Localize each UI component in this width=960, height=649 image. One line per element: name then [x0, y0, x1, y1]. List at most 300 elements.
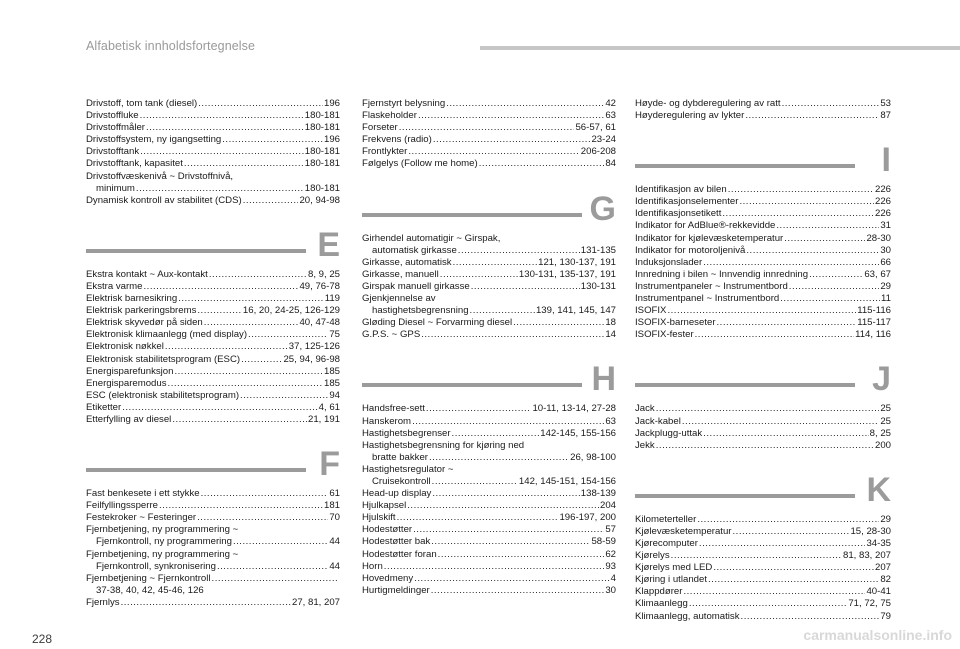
dot-leader	[789, 281, 880, 293]
index-entry-label: G.P.S. ~ GPS	[362, 329, 421, 341]
index-entry-line	[362, 269, 616, 281]
index-entry-line	[86, 561, 340, 573]
index-entry-label: Høyderegulering av lykter	[635, 110, 745, 122]
index-entry-pages: 71, 72, 75	[848, 598, 891, 610]
dot-leader	[440, 269, 518, 281]
index-entry-line	[86, 597, 340, 609]
dot-leader	[733, 526, 850, 538]
index-entry-line	[635, 526, 891, 538]
index-entry	[362, 561, 616, 573]
index-entry	[86, 305, 340, 317]
dot-leader	[174, 366, 323, 378]
index-entry-label: Kjørelys	[635, 550, 670, 562]
index-entry-line	[362, 428, 616, 440]
index-entry-label: Elektrisk skyvedør på siden	[86, 317, 203, 329]
index-entry-pages: 94	[329, 389, 340, 401]
index-entry	[362, 329, 616, 341]
index-entry-pages: 25	[880, 403, 891, 415]
index-entry-line	[86, 341, 340, 353]
dot-leader	[222, 134, 323, 146]
index-entry-pages: 56-57, 61	[575, 122, 616, 134]
index-entry-pages: 139, 141, 145, 147	[535, 305, 616, 317]
dot-leader	[233, 536, 328, 548]
index-entry-label: Kjølevæsketemperatur	[635, 525, 732, 537]
index-entry	[635, 611, 891, 623]
index-entry-pages: 138-139	[580, 488, 616, 500]
index-entry-pages: 28-30	[866, 232, 891, 244]
index-entry-pages: 61	[329, 488, 340, 500]
index-entry	[86, 597, 340, 609]
index-entry-label: Ekstra kontakt ~ Aux-kontakt	[86, 268, 208, 280]
dot-leader	[782, 98, 880, 110]
index-entry-label: Hodestøtter foran	[362, 548, 437, 560]
index-entry-label: Energisparefunksjon	[86, 365, 174, 377]
index-entry-line	[86, 195, 340, 207]
index-entry-label: Gjenkjennelse av	[362, 293, 436, 305]
index-entry-pages: 131-135	[580, 244, 616, 256]
index-entry-label: Kjørecomputer	[635, 537, 698, 549]
index-entry-pages: 196	[323, 98, 340, 109]
dot-leader	[697, 514, 879, 526]
index-entry	[86, 146, 340, 158]
index-entry-pages: 40-41	[866, 586, 891, 598]
dot-leader	[722, 208, 874, 220]
index-entry-pages: 18	[605, 317, 616, 329]
dot-leader	[703, 428, 868, 440]
index-entry	[362, 269, 616, 281]
dot-leader	[178, 293, 324, 305]
index-entry-line	[86, 183, 340, 195]
index-entry-pages: 44	[329, 536, 340, 548]
dot-leader	[140, 110, 304, 122]
index-entry-line	[86, 98, 340, 110]
dot-leader	[197, 512, 328, 524]
index-entry-label: Girkasse, automatisk	[362, 256, 452, 268]
index-entry-line	[635, 574, 891, 586]
dot-leader	[204, 317, 299, 329]
index-entry-pages: 23-24	[591, 134, 616, 146]
index-entry-label: Dynamisk kontroll av stabilitet (CDS)	[86, 194, 242, 206]
index-entry-label: Identifikasjonselementer	[635, 196, 739, 208]
index-entry	[635, 269, 891, 281]
index-entry-pages: 16, 20, 24-25, 126-129	[242, 305, 340, 317]
index-entry-pages: 180-181	[304, 146, 340, 158]
index-entry	[635, 233, 891, 245]
index-entry-line	[362, 329, 616, 341]
dot-leader	[728, 184, 874, 196]
index-entry-line	[635, 329, 891, 341]
index-entry-label: Hodestøtter	[362, 524, 413, 536]
index-entry-pages: 42	[605, 98, 616, 109]
dot-leader	[429, 452, 569, 464]
index-entry-pages: 63, 67	[864, 268, 891, 280]
index-entry-label: Fjernbetjening ~ Fjernkontroll	[86, 572, 211, 584]
dot-leader	[458, 245, 580, 257]
dot-leader	[146, 122, 304, 134]
index-entry	[86, 329, 340, 341]
dot-leader	[140, 146, 304, 158]
index-entry-pages: 26, 98-100	[570, 451, 616, 463]
index-entry-pages: 185	[323, 365, 340, 377]
index-entry-line	[86, 281, 340, 293]
index-entry-line	[362, 416, 616, 428]
index-entry-pages: 200	[874, 439, 891, 451]
index-entry-label: Frekvens (radio)	[362, 134, 432, 146]
index-entry-label: Drivstoffvæskenivå ~ Drivstoffnivå,	[86, 170, 234, 182]
section-letter: H	[591, 360, 616, 399]
index-entry	[635, 281, 891, 293]
index-entry-line	[362, 440, 616, 452]
index-entry-pages: 27, 81, 207	[291, 596, 340, 608]
index-entry-line	[635, 281, 891, 293]
index-entry	[635, 110, 891, 122]
index-entry	[635, 317, 891, 329]
index-entry	[635, 526, 891, 538]
dot-leader	[217, 561, 328, 573]
index-entry	[86, 134, 340, 146]
index-entry-line	[86, 536, 340, 548]
dot-leader	[421, 329, 604, 341]
index-entry-line	[362, 561, 616, 573]
index-entry-pages: 84	[605, 158, 616, 170]
page-header-title: Alfabetisk innholdsfortegnelse	[86, 39, 256, 53]
index-entry	[362, 416, 616, 428]
header-bar	[480, 46, 960, 50]
index-entry-line	[635, 245, 891, 257]
index-entry-label: Kjørelys med LED	[635, 562, 713, 574]
index-entry-pages: 185	[323, 377, 340, 389]
index-entry-line	[86, 171, 340, 183]
dot-leader	[746, 245, 879, 257]
index-entry-pages: 180-181	[304, 158, 340, 170]
index-entry-label: Indikator for motoroljenivå	[635, 244, 746, 256]
index-entry-label: minimum	[96, 182, 135, 194]
index-entry-pages: 20, 94-98	[299, 194, 340, 206]
index-entry-line	[86, 122, 340, 134]
index-entry-pages: 207	[874, 562, 891, 574]
index-entry-pages: 4, 61	[318, 401, 340, 413]
index-entry-pages: 10-11, 13-14, 27-28	[532, 403, 616, 415]
index-entry	[635, 574, 891, 586]
index-entry-label: automatisk girkasse	[372, 244, 457, 256]
dot-leader	[121, 597, 291, 609]
index-entry-pages: 226	[874, 184, 891, 196]
dot-leader	[452, 428, 540, 440]
index-entry	[362, 440, 616, 464]
index-entry-label: Kilometerteller	[635, 513, 697, 525]
index-entry-line	[635, 257, 891, 269]
index-entry-line	[362, 573, 616, 585]
index-entry	[362, 293, 616, 317]
dot-leader	[708, 574, 879, 586]
index-entry-line	[635, 208, 891, 220]
index-entry	[86, 573, 340, 597]
index-entry-label: Fjernlys	[86, 596, 120, 608]
index-entry-line	[362, 146, 616, 158]
index-entry-pages: 142-145, 155-156	[540, 427, 616, 439]
index-entry-label: Elektrisk parkeringsbrems	[86, 305, 197, 317]
dot-leader	[172, 414, 307, 426]
index-entry-label: Indikator for kjølevæsketemperatur	[635, 232, 784, 244]
index-entry	[86, 195, 340, 207]
index-entry	[635, 220, 891, 232]
index-entry-label: Fjernstyrt belysning	[362, 98, 446, 109]
index-entry-label: hastighetsbegrensning	[372, 305, 469, 317]
index-entry-pages: 79	[880, 610, 891, 622]
index-entry-line	[362, 257, 616, 269]
dot-leader	[683, 586, 865, 598]
index-entry-line	[635, 538, 891, 550]
index-entry	[362, 134, 616, 146]
index-entry-pages: 226	[874, 208, 891, 220]
index-entry	[635, 196, 891, 208]
index-entry	[86, 378, 340, 390]
index-entry-line	[635, 317, 891, 329]
index-entry-label: Drivstoffmåler	[86, 122, 145, 134]
section-letter: E	[317, 225, 340, 264]
index-entry-line	[362, 524, 616, 536]
index-entry-line	[86, 585, 340, 597]
index-entry-pages: 121, 130-137, 191	[538, 256, 616, 268]
index-entry-line	[635, 220, 891, 232]
index-entry-line	[362, 403, 616, 415]
index-entry	[86, 549, 340, 573]
index-entry-line	[86, 549, 340, 561]
index-entry-label: Elektrisk barnesikring	[86, 293, 178, 305]
index-column-3	[635, 98, 891, 623]
index-entry	[86, 512, 340, 524]
index-entry	[86, 269, 340, 281]
index-entry	[635, 245, 891, 257]
dot-leader	[431, 536, 590, 548]
index-entry-label: Head-up display	[362, 488, 432, 500]
index-entry	[362, 257, 616, 269]
index-entry-line	[635, 514, 891, 526]
index-entry-label: Horn	[362, 560, 383, 572]
index-entry	[362, 524, 616, 536]
section-header	[362, 355, 616, 399]
section-header	[635, 466, 891, 510]
index-entry	[635, 514, 891, 526]
index-entry-line	[635, 196, 891, 208]
index-entry-line	[635, 269, 891, 281]
index-entry-line	[362, 536, 616, 548]
index-entry-label: bratte bakker	[372, 451, 428, 463]
index-entry-label: Hanskerom	[362, 415, 412, 427]
index-entry-line	[362, 585, 616, 597]
index-entry	[635, 208, 891, 220]
index-entry-label: Identifikasjonsetikett	[635, 208, 722, 220]
index-entry-label: Girspak manuell girkasse	[362, 280, 470, 292]
index-entry-line	[635, 305, 891, 317]
index-entry-line	[635, 98, 891, 110]
index-entry-pages: 4	[610, 572, 616, 584]
index-entry-line	[362, 476, 616, 488]
index-entry-line	[362, 110, 616, 122]
index-entry-pages: 29	[880, 513, 891, 525]
index-entry-line	[362, 245, 616, 257]
index-entry	[86, 500, 340, 512]
index-entry-line	[635, 428, 891, 440]
dot-leader	[384, 561, 605, 573]
section-letter: J	[872, 360, 891, 399]
index-entry-label: Hovedmeny	[362, 572, 414, 584]
index-entry-line	[635, 416, 891, 428]
index-entry-pages: 25, 94, 96-98	[283, 353, 340, 365]
index-entry	[362, 512, 616, 524]
index-entry-line	[635, 562, 891, 574]
index-entry-label: Drivstofftank, kapasitet	[86, 158, 183, 170]
index-entry	[635, 440, 891, 452]
index-entry-pages: 30	[605, 584, 616, 596]
index-entry-line	[635, 598, 891, 610]
section-header	[86, 221, 340, 265]
index-entry	[635, 428, 891, 440]
index-entry	[362, 233, 616, 257]
index-entry	[362, 549, 616, 561]
index-entry	[635, 98, 891, 110]
index-entry-label: Flaskeholder	[362, 110, 417, 122]
index-entry-label: Klimaanlegg	[635, 598, 688, 610]
index-entry-line	[635, 611, 891, 623]
dot-leader	[513, 317, 604, 329]
dot-leader	[784, 233, 865, 245]
dot-leader	[689, 598, 848, 610]
index-entry-pages: 130-131	[580, 280, 616, 292]
section-header	[86, 440, 340, 484]
dot-leader	[168, 378, 323, 390]
index-entry	[362, 317, 616, 329]
index-entry-line	[362, 98, 616, 110]
dot-leader	[667, 305, 856, 317]
index-entry-pages: 8, 25	[869, 427, 891, 439]
index-entry-line	[86, 573, 340, 585]
index-entry-pages: 14	[605, 329, 616, 341]
index-entry-pages: 29	[880, 280, 891, 292]
dot-leader	[713, 562, 874, 574]
index-entry-label: Festekroker ~ Festeringer	[86, 512, 197, 524]
dot-leader	[432, 476, 518, 488]
index-entry	[635, 586, 891, 598]
dot-leader	[165, 341, 288, 353]
dot-leader	[471, 281, 580, 293]
index-entry-label: Klappdører	[635, 586, 683, 598]
dot-leader	[432, 488, 579, 500]
index-entry-label: Instrumentpanel ~ Instrumentbord	[635, 293, 780, 305]
dot-leader	[699, 538, 866, 550]
dot-leader	[739, 196, 874, 208]
index-entry-label: Frontlykter	[362, 146, 408, 158]
index-entry-line	[362, 122, 616, 134]
dot-leader	[122, 402, 317, 414]
index-entry-label: ISOFIX-barneseter	[635, 317, 716, 329]
dot-leader	[240, 390, 328, 402]
index-entry-pages: 115-117	[857, 317, 891, 329]
section-letter: G	[589, 189, 616, 228]
index-entry	[362, 158, 616, 170]
index-entry-label: Forseter	[362, 122, 398, 134]
index-entry-line	[362, 500, 616, 512]
index-entry	[362, 428, 616, 440]
index-entry	[86, 171, 340, 195]
index-entry-label: ISOFIX-fester	[635, 329, 694, 341]
index-entry-label: Jekk	[635, 439, 655, 451]
index-entry	[86, 122, 340, 134]
index-entry-line	[86, 366, 340, 378]
index-entry-label: Cruisekontroll	[372, 475, 431, 487]
index-column-1	[86, 98, 340, 609]
section-header	[635, 355, 891, 399]
dot-leader	[431, 585, 605, 597]
index-entry-pages: 204	[599, 500, 616, 512]
index-entry-line	[86, 524, 340, 536]
dot-leader	[470, 305, 535, 317]
dot-leader	[144, 281, 299, 293]
index-entry-line	[86, 390, 340, 402]
index-entry-line	[86, 354, 340, 366]
index-entry-pages: 8, 9, 25	[307, 268, 340, 280]
index-entry-line	[362, 512, 616, 524]
index-entry-line	[86, 158, 340, 170]
index-entry-pages: 75	[329, 329, 340, 341]
dot-leader	[656, 440, 874, 452]
index-entry-line	[86, 378, 340, 390]
index-entry-label: Jack	[635, 403, 655, 415]
index-entry-pages: 180-181	[304, 122, 340, 134]
index-entry-pages: 53	[880, 98, 891, 109]
index-entry-label: 37-38, 40, 42, 45-46, 126	[96, 584, 204, 596]
index-entry-label: Høyde- og dybderegulering av ratt	[635, 98, 781, 109]
index-entry-label: Etiketter	[86, 401, 122, 413]
index-entry-label: Indikator for AdBlue®-rekkevidde	[635, 220, 776, 232]
index-entry-label: Hodestøtter bak	[362, 536, 431, 548]
index-entry-label: Instrumentpaneler ~ Instrumentbord	[635, 280, 788, 292]
index-entry-pages: 115-116	[857, 305, 891, 317]
index-entry	[362, 110, 616, 122]
index-entry-pages: 226	[874, 196, 891, 208]
section-letter: I	[881, 141, 891, 180]
index-entry	[86, 293, 340, 305]
index-entry	[635, 184, 891, 196]
index-entry-pages: 58-59	[591, 536, 616, 548]
index-entry-pages: 21, 191	[307, 413, 340, 425]
dot-leader	[408, 146, 579, 158]
dot-leader	[809, 269, 863, 281]
dot-leader	[479, 158, 605, 170]
index-entry-label: Fjernkontroll, ny programmering	[96, 536, 232, 548]
index-entry-pages: 180-181	[304, 110, 340, 122]
index-entry	[86, 524, 340, 548]
index-entry-line	[362, 452, 616, 464]
dot-leader	[212, 573, 339, 585]
index-entry-line	[86, 414, 340, 426]
dot-leader	[413, 524, 604, 536]
dot-leader	[438, 549, 605, 561]
index-entry-pages: 82	[880, 574, 891, 586]
index-entry-label: Kjøring i utlandet	[635, 574, 707, 586]
index-entry-pages: 119	[324, 293, 340, 305]
index-entry-label: Elektronisk klimaanlegg (med display)	[86, 329, 248, 341]
index-entry-pages: 196-197, 200	[559, 512, 616, 524]
dot-leader	[209, 269, 307, 281]
index-entry-label: Følgelys (Follow me home)	[362, 158, 478, 170]
index-entry-label: Drivstoffsystem, ny igangsetting	[86, 134, 222, 146]
dot-leader	[446, 98, 604, 110]
index-entry-pages: 30	[880, 244, 891, 256]
index-entry-pages: 181	[323, 500, 340, 512]
index-entry-label: Energisparemodus	[86, 377, 167, 389]
index-entry-pages: 34-35	[866, 537, 891, 549]
